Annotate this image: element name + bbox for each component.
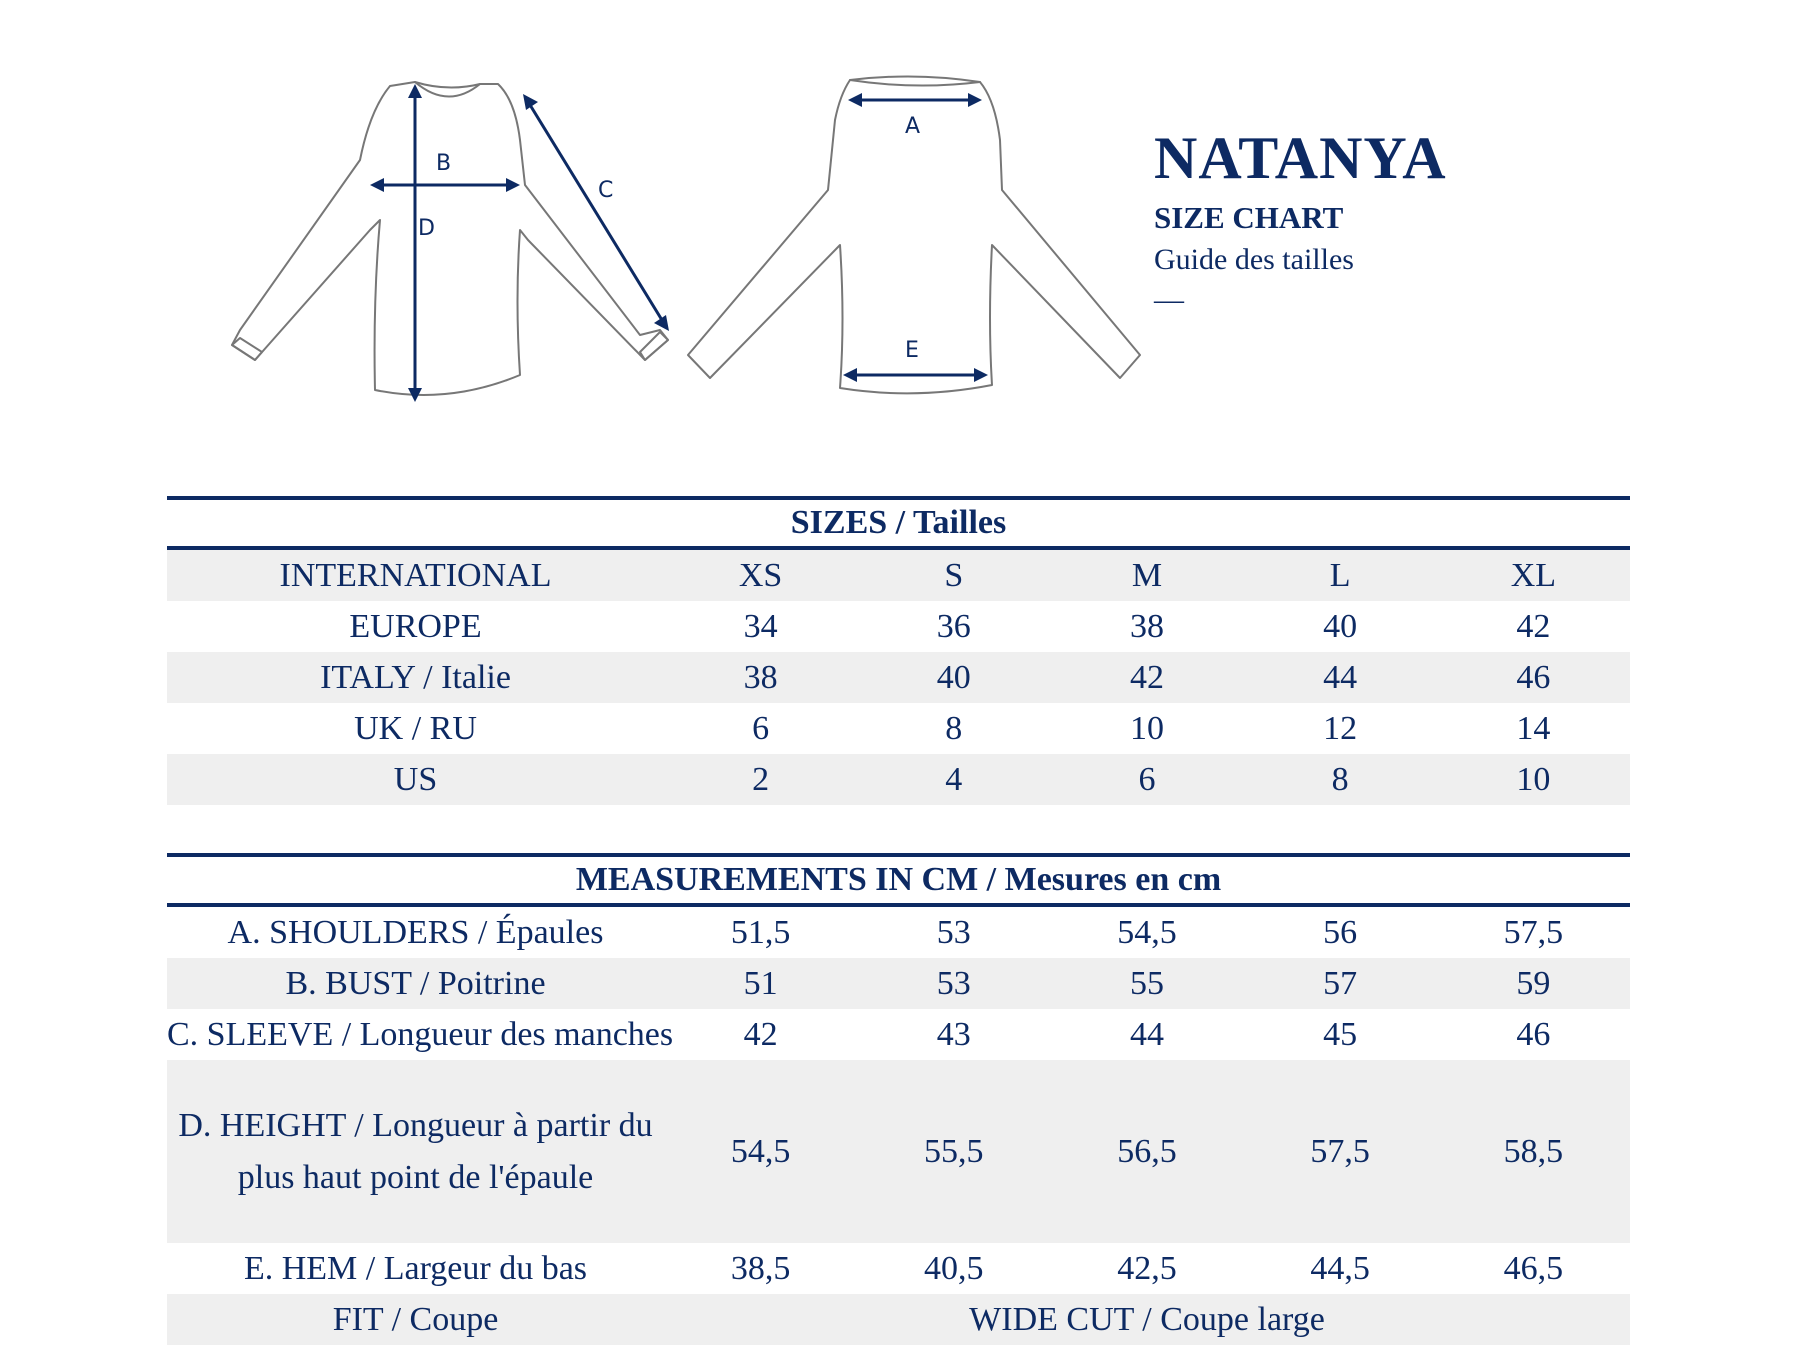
table-cell: 45 bbox=[1323, 1015, 1358, 1053]
table-cell: 14 bbox=[1516, 709, 1551, 747]
product-title: NATANYA bbox=[1154, 125, 1447, 191]
table-cell: 10 bbox=[1129, 709, 1164, 747]
row-label: EUROPE bbox=[349, 607, 482, 645]
sizes-table bbox=[167, 496, 1630, 805]
table-cell: 46 bbox=[1516, 1015, 1551, 1053]
table-row bbox=[167, 703, 1630, 754]
table-cell: 6 bbox=[752, 709, 770, 747]
title-block bbox=[1154, 125, 1447, 316]
fit-label: FIT / Coupe bbox=[167, 1294, 664, 1345]
table-cell: 43 bbox=[936, 1015, 971, 1053]
table-row bbox=[167, 652, 1630, 703]
table-cell: 51,5 bbox=[730, 913, 791, 951]
table-row bbox=[167, 1009, 1630, 1060]
row-label: US bbox=[167, 754, 664, 805]
measurements-table-body bbox=[167, 905, 1630, 1345]
row-label: ITALY / Italie bbox=[167, 652, 664, 703]
table-cell: 2 bbox=[664, 754, 857, 805]
row-label: E. HEM / Largeur du bas bbox=[243, 1249, 588, 1287]
table-cell: 38 bbox=[1129, 607, 1164, 645]
table-cell: S bbox=[857, 548, 1050, 601]
table-cell: 42 bbox=[1050, 652, 1243, 703]
table-cell: 44 bbox=[1129, 1015, 1164, 1053]
table-cell: 53 bbox=[857, 958, 1050, 1009]
table-cell: 42 bbox=[743, 1015, 778, 1053]
table-cell: 56 bbox=[1323, 913, 1358, 951]
row-label: C. SLEEVE / Longueur des manches bbox=[167, 1015, 674, 1053]
row-label: B. BUST / Poitrine bbox=[167, 958, 664, 1009]
size-chart-subtitle: SIZE CHART bbox=[1154, 200, 1344, 235]
table-cell: 44,5 bbox=[1310, 1249, 1370, 1287]
table-row bbox=[167, 754, 1630, 805]
title-dash: — bbox=[1154, 283, 1184, 316]
table-cell: 8 bbox=[945, 709, 963, 747]
table-cell: XS bbox=[664, 548, 857, 601]
table-cell: 40,5 bbox=[924, 1249, 984, 1287]
table-cell: 54,5 bbox=[1117, 913, 1177, 951]
row-label: D. HEIGHT / Longueur à partir du plus haut point de l'épaule bbox=[167, 1060, 664, 1243]
table-cell: 38 bbox=[664, 652, 857, 703]
front-view-sketch bbox=[232, 82, 669, 402]
fit-value: WIDE CUT / Coupe large bbox=[664, 1294, 1630, 1345]
table-row bbox=[167, 1060, 1630, 1243]
table-cell: 54,5 bbox=[664, 1060, 857, 1243]
table-cell: 42 bbox=[1516, 607, 1551, 645]
label-e: E bbox=[905, 338, 919, 363]
table-cell: 38,5 bbox=[730, 1249, 791, 1287]
table-cell: 57,5 bbox=[1503, 913, 1564, 951]
table-cell: 4 bbox=[857, 754, 1050, 805]
table-cell: 8 bbox=[1244, 754, 1437, 805]
table-cell: 34 bbox=[743, 607, 778, 645]
table-cell: 57 bbox=[1244, 958, 1437, 1009]
table-cell: 55,5 bbox=[857, 1060, 1050, 1243]
label-b: B bbox=[436, 151, 452, 176]
table-cell: 36 bbox=[936, 607, 971, 645]
table-row bbox=[167, 1243, 1630, 1294]
label-c: C bbox=[598, 178, 614, 203]
table-cell: 58,5 bbox=[1437, 1060, 1630, 1243]
table-row bbox=[167, 548, 1630, 601]
table-row bbox=[167, 601, 1630, 652]
table-cell: 53 bbox=[936, 913, 971, 951]
table-cell: 12 bbox=[1323, 709, 1358, 747]
table-cell: 57,5 bbox=[1244, 1060, 1437, 1243]
table-cell: 55 bbox=[1050, 958, 1243, 1009]
table-cell: 46 bbox=[1437, 652, 1630, 703]
table-row bbox=[167, 958, 1630, 1009]
table-cell: 40 bbox=[1323, 607, 1358, 645]
size-chart-subtitle-fr: Guide des tailles bbox=[1154, 243, 1354, 276]
table-cell: 44 bbox=[1244, 652, 1437, 703]
row-label: A. SHOULDERS / Épaules bbox=[227, 913, 604, 951]
back-view-sketch bbox=[688, 76, 1140, 393]
fit-row bbox=[167, 1294, 1630, 1345]
label-a: A bbox=[905, 114, 921, 139]
table-cell: 42,5 bbox=[1117, 1249, 1177, 1287]
table-cell: 51 bbox=[664, 958, 857, 1009]
garment-sketches bbox=[0, 0, 1800, 420]
table-cell: 6 bbox=[1050, 754, 1243, 805]
row-label: INTERNATIONAL bbox=[167, 548, 664, 601]
table-cell: 46,5 bbox=[1503, 1249, 1564, 1287]
sizes-table-body bbox=[167, 548, 1630, 805]
measurements-table bbox=[167, 853, 1630, 1345]
label-d: D bbox=[418, 216, 435, 241]
table-cell: 10 bbox=[1437, 754, 1630, 805]
table-cell: 59 bbox=[1437, 958, 1630, 1009]
sizes-heading: SIZES / Tailles bbox=[167, 498, 1630, 548]
table-row bbox=[167, 905, 1630, 958]
table-cell: 56,5 bbox=[1050, 1060, 1243, 1243]
table-cell: M bbox=[1050, 548, 1243, 601]
measurements-heading: MEASUREMENTS IN CM / Mesures en cm bbox=[167, 855, 1630, 905]
table-cell: XL bbox=[1437, 548, 1630, 601]
table-cell: 40 bbox=[857, 652, 1050, 703]
table-cell: L bbox=[1244, 548, 1437, 601]
row-label: UK / RU bbox=[354, 709, 477, 747]
